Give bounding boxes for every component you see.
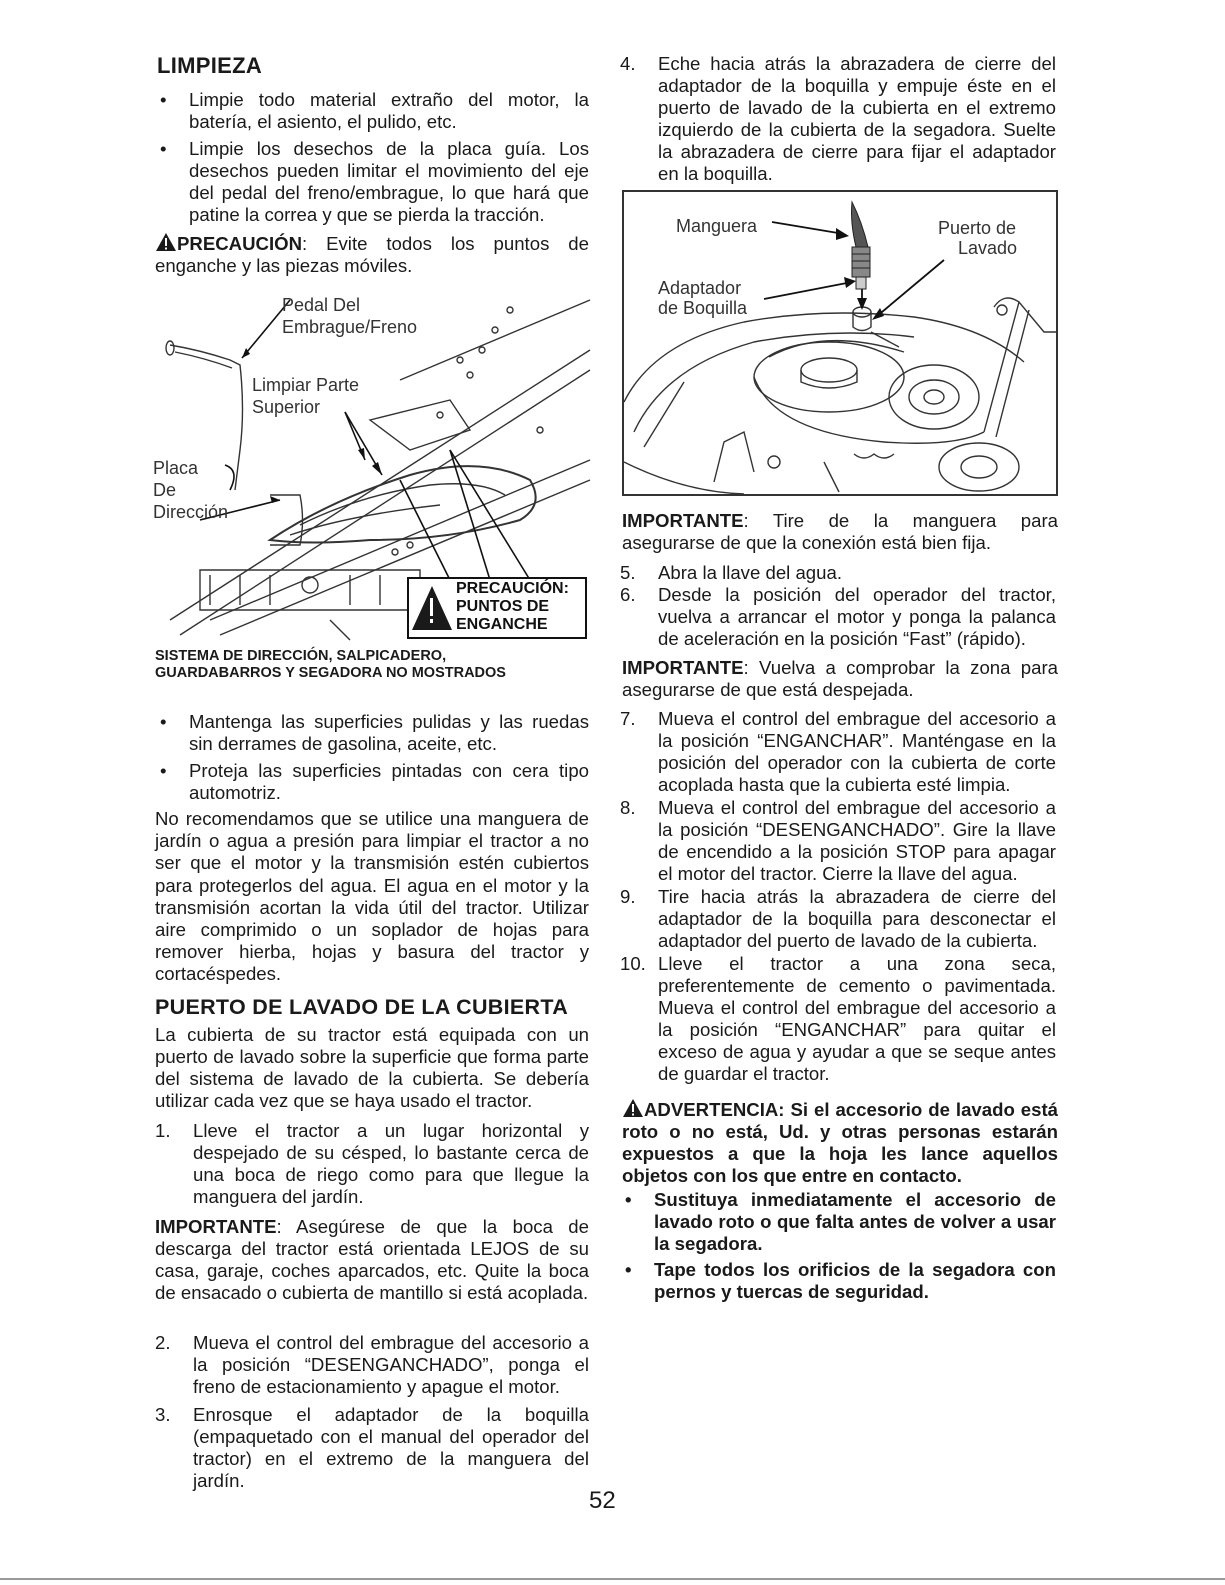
warning-icon [155,232,177,252]
step-number: 5. [620,562,636,583]
bullet-dot: • [160,89,167,110]
important-text: : Vuelva a comprobar la zona para asegurarse de que está despejada. [622,657,1058,700]
list-item-step-8 [620,797,1056,885]
list-item-step-10 [620,953,1056,1085]
important-paragraph-2 [622,510,1058,554]
step-text: Abra la llave del agua. [658,562,842,583]
label-adaptador-1: Adaptador [658,278,742,298]
step-text: Enrosque el adaptador de la boquilla (empaquetado con el manual del operador del tractor) en el extremo de la manguera del jardín. [193,1404,589,1491]
list-item-step-2 [155,1332,589,1398]
warning-text: ADVERTENCIA: Si el accesorio de lavado está roto o no está, Ud. y otras personas estarán expuestos a que la hoja les lance aquellos objetos con los que entre en contacto. [622,1099,1058,1186]
warning-paragraph [622,1098,1058,1187]
caution-paragraph [155,232,589,277]
list-item-step-4 [620,53,1056,185]
list-item-text: Limpie todo material extraño del motor, la batería, el asiento, el pulido, etc. [189,89,589,132]
list-item-text: Mantenga las superficies pulidas y las ruedas sin derrames de gasolina, aceite, etc. [189,711,589,754]
list-item [160,711,589,755]
list-item [625,1189,1056,1255]
figure-caption-1: SISTEMA DE DIRECCIÓN, SALPICADERO, [155,648,447,664]
list-item-step-6 [620,584,1056,650]
bullet-dot: • [625,1259,632,1280]
list-item [625,1259,1056,1303]
list-item-text: Tape todos los orificios de la segadora con pernos y tuercas de seguridad. [654,1259,1056,1302]
bottom-divider [0,1578,1225,1580]
paragraph-manguera: No recomendamos que se utilice una manguera de jardín o agua a presión para limpiar el tractor a no ser que el motor y la transmisión estén cubiertos para protegerlos del agua. El agua en el motor y la transmisión acortan la vida útil del tractor. Utilizar aire comprimido o un soplador de hojas para remover hierba, hojas y basura del tractor y cortacéspedes. [155,808,589,985]
bullet-dot: • [625,1189,632,1210]
warning-icon [622,1098,644,1118]
label-puerto-2: Lavado [958,238,1018,258]
step-text: Mueva el control del embrague del accesorio a la posición “DESENGANCHADO”. Gire la llave de encendido a la posición STOP para apagar el motor del tractor. Cierre la llave del agua. [658,797,1056,884]
important-text: : Asegúrese de que la boca de descarga del tractor está orientada LEJOS de su casa, garaje, coches aparcados, etc. Quite la boca de ensacado o cubierta de mantillo si está acoplada. [155,1216,589,1303]
step-number: 10. [620,953,646,974]
figure-caption-2: GUARDABARROS Y SEGADORA NO MOSTRADOS [155,665,506,681]
section-title-limpieza: LIMPIEZA [157,53,263,78]
figure-wash-port [622,190,1058,496]
label-manguera: Manguera [676,216,758,236]
step-text: Eche hacia atrás la abrazadera de cierre del adaptador de la boquilla y empuje éste en el puerto de lavado de la cubierta en el extremo izquierdo de la cubierta de la segadora. Suelte la abrazadera de cierre para fijar el adaptador en la boquilla. [658,53,1056,184]
step-text: Lleve el tractor a una zona seca, preferentemente de cemento o pavimentada. Mueva el control del embrague del accesorio a la posición “ENGANCHAR” para quitar el exceso de agua y ayudar a que se seque antes de guardar el tractor. [658,953,1056,1084]
list-item-text: Limpie los desechos de la placa guía. Los desechos pueden limitar el movimiento del eje del pedal del freno/embrague, lo que hará que patine la correa y que se pierda la tracción. [189,138,589,225]
caution-box-line-1: PRECAUCIÓN: [456,580,569,597]
label-limpiar-2: Superior [252,397,321,417]
label-pedal-2: Embrague/Freno [282,317,418,337]
list-item [160,89,589,133]
important-label: IMPORTANTE [622,510,744,531]
important-label: IMPORTANTE [155,1216,277,1237]
step-text: Lleve el tractor a un lugar horizontal y despejado de su césped, lo bastante cerca de una boca de riego como para que llegue la manguera del jardín. [193,1120,589,1207]
label-puerto-1: Puerto de [938,218,1017,238]
list-item-step-9 [620,886,1056,952]
step-number: 6. [620,584,636,605]
step-number: 2. [155,1332,171,1353]
step-text: Mueva el control del embrague del accesorio a la posición “DESENGANCHADO”, ponga el freno de estacionamiento y apague el motor. [193,1332,589,1397]
bullet-dot: • [160,138,167,159]
list-item-step-1 [155,1120,589,1208]
step-text: Tire hacia atrás la abrazadera de cierre del adaptador de la boquilla para desconectar el adaptador del puerto de lavado de la cubierta. [658,886,1056,951]
section-title-puerto: PUERTO DE LAVADO DE LA CUBIERTA [155,995,569,1019]
caution-box-line-2: PUNTOS DE [456,598,550,615]
bullet-dot: • [160,760,167,781]
list-item-text: Sustituya inmediatamente el accesorio de lavado roto o que falta antes de volver a usar la segadora. [654,1189,1056,1254]
caution-text: : Evite todos los puntos de enganche y las piezas móviles. [155,233,589,276]
bullet-dot: • [160,711,167,732]
list-item-step-5 [620,562,1056,584]
list-item [160,138,589,226]
paragraph-puerto-intro: La cubierta de su tractor está equipada con un puerto de lavado sobre la superficie que forma parte del sistema de lavado de la cubierta. Se debería utilizar cada vez que se haya usado el tractor. [155,1024,589,1111]
step-number: 1. [155,1120,171,1141]
important-text: : Tire de la manguera para asegurarse de que la conexión está bien fija. [622,510,1058,553]
label-placa-1: Placa [153,458,199,478]
step-number: 9. [620,886,636,907]
label-placa-2: De [153,480,177,500]
step-number: 4. [620,53,636,74]
list-item-step-7 [620,708,1056,796]
list-item-text: Proteja las superficies pintadas con cera tipo automotriz. [189,760,589,803]
list-item [160,760,589,804]
important-label: IMPORTANTE [622,657,744,678]
important-paragraph-1 [155,1216,589,1304]
figure-steering-plate [150,290,595,650]
important-paragraph-3 [622,657,1058,701]
caution-label: PRECAUCIÓN [177,233,302,254]
label-pedal-1: Pedal Del [282,295,361,315]
step-number: 8. [620,797,636,818]
page-number: 52 [589,1487,616,1514]
step-text: Mueva el control del embrague del accesorio a la posición “ENGANCHAR”. Manténgase en la posición del operador con la cubierta de corte acoplada hasta que la cubierta esté limpia. [658,708,1056,795]
step-number: 7. [620,708,636,729]
step-text: Desde la posición del operador del tractor, vuelva a arrancar el motor y ponga la palanca de aceleración en la posición “Fast” (rápido). [658,584,1056,649]
caution-box-line-3: ENGANCHE [456,616,548,633]
label-limpiar-1: Limpiar Parte [252,375,360,395]
list-item-step-3 [155,1404,589,1492]
label-placa-3: Dirección [153,502,229,522]
label-adaptador-2: de Boquilla [658,298,748,318]
step-number: 3. [155,1404,171,1425]
